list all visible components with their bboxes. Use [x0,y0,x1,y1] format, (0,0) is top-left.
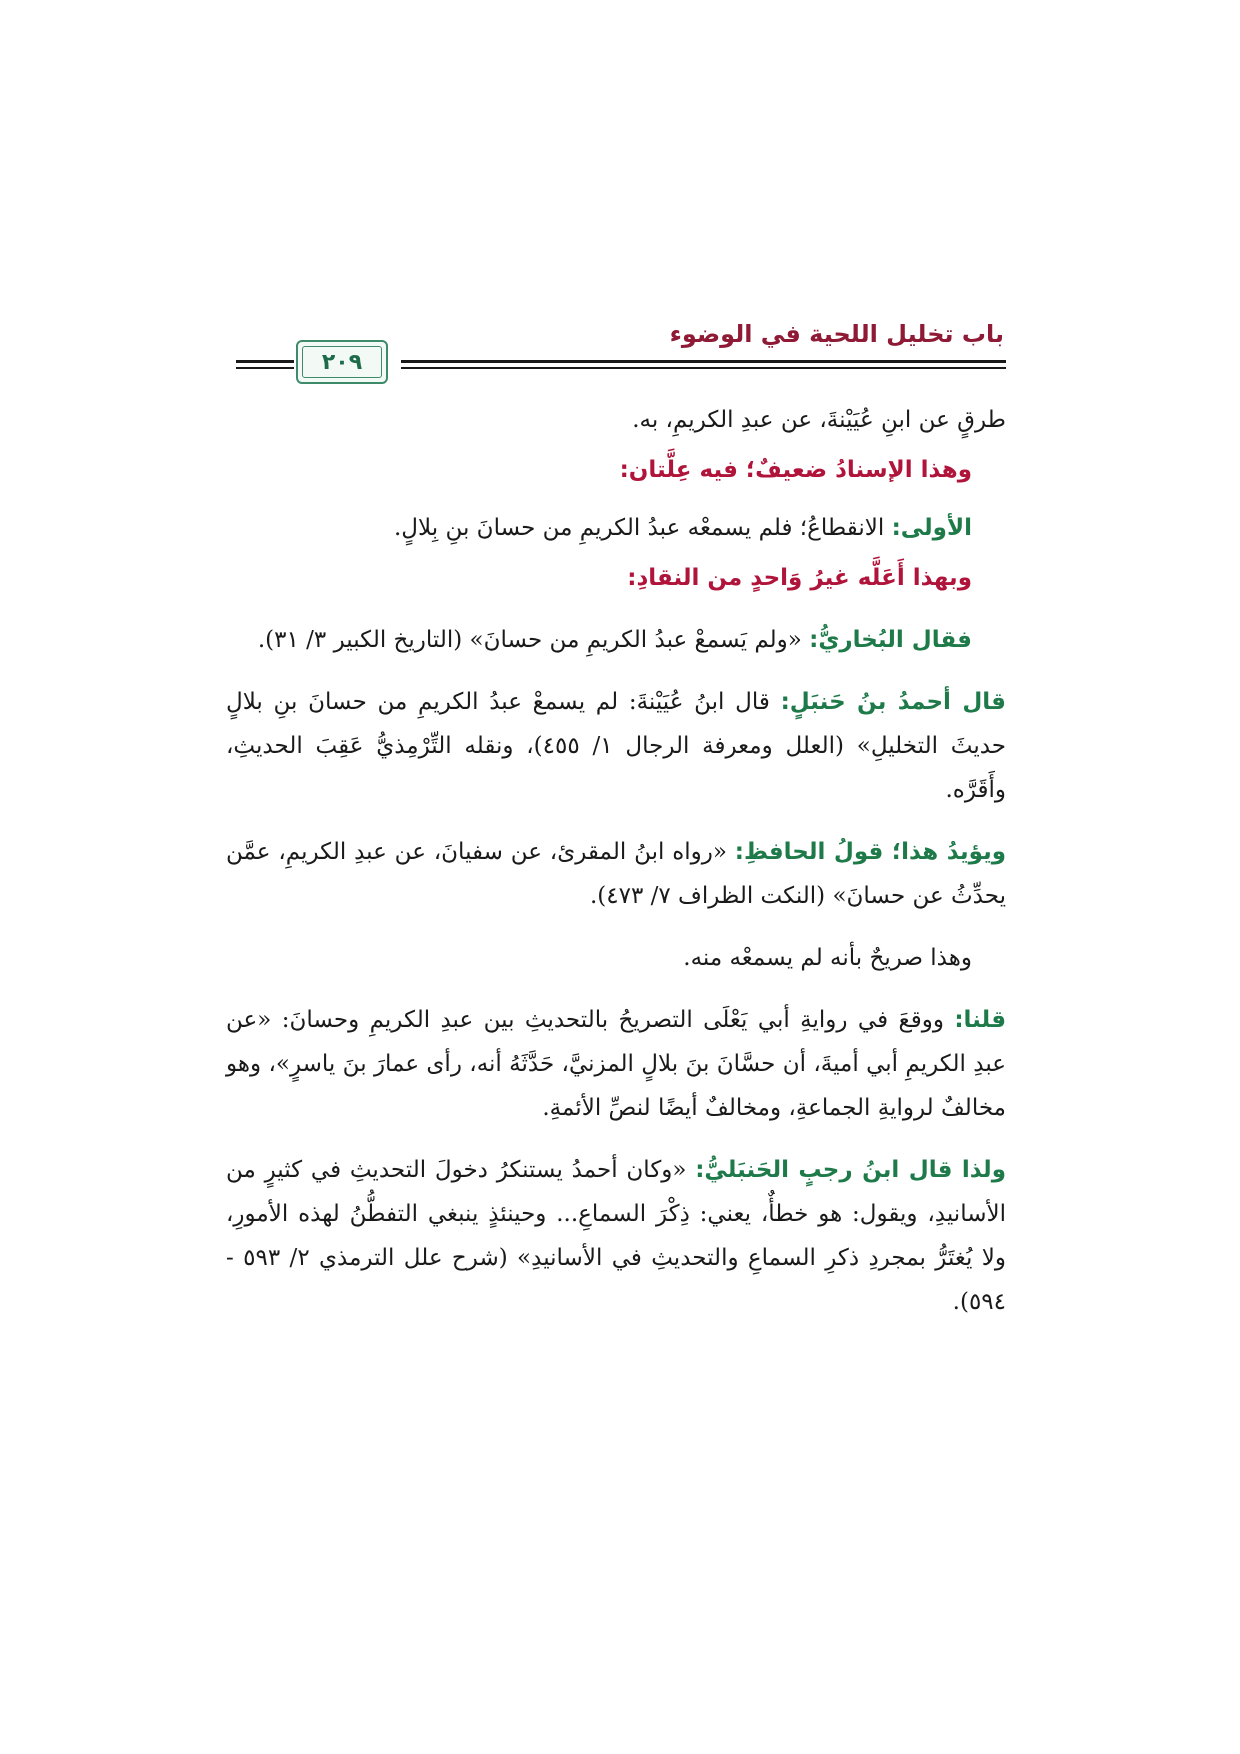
paragraph-3-lead: الأولى: [891,515,972,541]
paragraph-9 [226,998,1006,1130]
paragraph-8 [226,936,1006,980]
paragraph-10-text: «وكان أحمدُ يستنكرُ دخولَ التحديثِ في كثيرٍ من الأسانيدِ، ويقول: هو خطأٌ، يعني: ذِكْرَ السماعِ... وحينئذٍ ينبغي التفطُّنُ لهذه الأمورِ، ولا يُغتَرُّ بمجردِ ذكرِ السماعِ والتحديثِ في الأسانيدِ» (شرح علل الترمذي ٢/ ٥٩٣ - ٥٩٤). [226,1157,1007,1315]
paragraph-4 [226,556,1006,600]
paragraph-3-text: الانقطاعُ؛ فلم يسمعْه عبدُ الكريمِ من حسانَ بنِ بِلالٍ. [394,515,892,541]
header-rule-left [236,360,294,363]
paragraph-10-lead: ولذا قال ابنُ رجبٍ الحَنبَليُّ: [695,1157,1006,1183]
paragraph-5-lead: فقال البُخاريُّ: [809,627,972,653]
header-rule-right-thin [401,367,1006,369]
paragraph-3 [226,506,1006,550]
paragraph-10 [226,1148,1006,1324]
paragraph-1 [226,398,1006,442]
body-text [226,398,1006,1342]
paragraph-5 [226,618,1006,662]
paragraph-9-lead: قلنا: [954,1007,1006,1033]
paragraph-5-text: «ولم يَسمعْ عبدُ الكريمِ من حسانَ» (التاريخ الكبير ٣/ ٣١). [257,627,810,653]
paragraph-4-lead: وبهذا أَعَلَّه غيرُ وَاحدٍ من النقادِ: [627,565,972,591]
paragraph-8-text: وهذا صريحٌ بأنه لم يسمعْه منه. [683,945,972,971]
paragraph-2-lead: وهذا الإسنادُ ضعيفٌ؛ فيه عِلَّتان: [619,457,972,483]
paragraph-6 [226,680,1006,812]
paragraph-7-text: «رواه ابنُ المقرئ، عن سفيانَ، عن عبدِ الكريمِ، عمَّن يحدِّثُ عن حسانَ» (النكت الظراف ٧/ ٤٧٣). [226,839,1006,909]
header-rule-left-thin [236,367,294,369]
page-number: ٢٠٩ [321,349,363,375]
paragraph-9-text: ووقعَ في روايةِ أبي يَعْلَى التصريحُ بالتحديثِ بين عبدِ الكريمِ وحسانَ: «عن عبدِ الكريمِ أبي أميةَ، أن حسَّانَ بنَ بلالٍ المزنيَّ، حَدَّثَهُ أنه، رأى عمارَ بنَ ياسرٍ»، وهو مخالفٌ لروايةِ الجماعةِ، ومخالفٌ أيضًا لنصِّ الأئمةِ. [226,1007,1006,1121]
paragraph-7-lead: ويؤيدُ هذا؛ قولُ الحافظِ: [734,839,1007,865]
page-number-badge [296,340,388,384]
chapter-title: باب تخليل اللحية في الوضوء [669,320,1004,348]
paragraph-1-text: طرقٍ عن ابنِ عُيَيْنةَ، عن عبدِ الكريمِ، به. [632,407,1006,433]
paragraph-6-text: قال ابنُ عُيَيْنةَ: لم يسمعْ عبدُ الكريمِ من حسانَ بنِ بلالٍ حديثَ التخليلِ» (العلل ومعرفة الرجال ١/ ٤٥٥)، ونقله التِّرْمِذيُّ عَقِبَ الحديثِ، وأَقَرَّه. [226,689,1007,803]
paragraph-6-lead: قال أحمدُ بنُ حَنبَلٍ: [780,689,1006,715]
page-header [236,320,1006,388]
header-rule-right [401,360,1006,363]
paragraph-2 [226,448,1006,492]
paragraph-7 [226,830,1006,918]
